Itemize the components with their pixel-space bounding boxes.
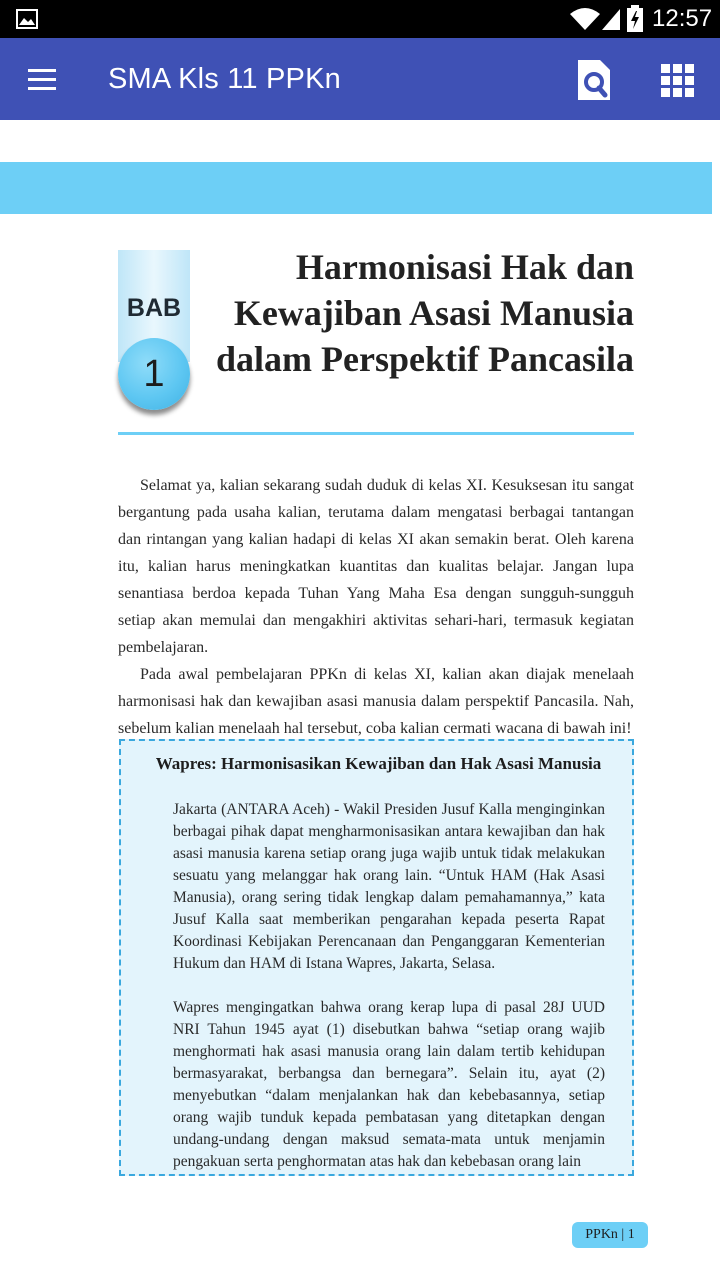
article-title: Wapres: Harmonisasikan Kewajiban dan Hak Asasi Manusia bbox=[155, 754, 602, 773]
page-header-band bbox=[0, 162, 712, 214]
search-doc-icon[interactable] bbox=[576, 58, 612, 102]
article-paragraph: Jakarta (ANTARA Aceh) - Wakil Presiden Jusuf Kalla menginginkan berbagai pihak dapat mengharmonisasikan antara kewajiban dan hak asasi manusia karena setiap orang juga wajib untuk tidak melakukan sesuatu yang melanggar hak orang lain. “Untuk HAM (Hak Asasi Manusia), orang sering tidak lengkap dalam pemahamannya,” kata Jusuf Kalla saat memberikan pengarahan kepada peserta Rapat Koordinasi Kebijakan Perencanaan dan Penganggaran Kementerian Hukum dan HAM di Istana Wapres, Jakarta, Selasa. bbox=[173, 801, 605, 972]
gallery-icon bbox=[16, 9, 38, 29]
wifi-icon bbox=[568, 6, 602, 32]
chapter-title bbox=[200, 244, 634, 382]
article-body bbox=[173, 799, 605, 1173]
chapter-title-line: Kewajiban Asasi Manusia bbox=[233, 293, 634, 333]
chapter-title-line: dalam Perspektif Pancasila bbox=[216, 339, 634, 379]
battery-icon bbox=[626, 5, 644, 33]
signal-icon bbox=[600, 6, 622, 32]
intro-paragraph: Pada awal pembelajaran PPKn di kelas XI, kalian akan diajak menelaah harmonisasi hak dan kewajiban asasi manusia dalam perspektif Pancasila. Nah, sebelum kalian menelaah hal tersebut, coba kalian cermati wacana di bawah ini! bbox=[118, 666, 634, 737]
article-box bbox=[119, 739, 634, 1176]
title-divider bbox=[118, 432, 634, 435]
status-clock: 12:57 bbox=[652, 5, 713, 32]
intro-text bbox=[118, 472, 634, 742]
page-viewer[interactable] bbox=[0, 120, 720, 1280]
article-paragraph: Wapres mengingatkan bahwa orang kerap lupa di pasal 28J UUD NRI Tahun 1945 ayat (1) disebutkan bahwa “setiap orang wajib menghormati hak asasi manusia orang lain dalam tertib kehidupan bermasyarakat, berbangsa dan bernegara”. Selain itu, ayat (2) menyebutkan “dalam menjalankan hak dan kebebasannya, setiap orang wajib tunduk kepada pembatasan yang ditetapkan dengan undang-undang dengan maksud semata-mata untuk menjamin pengakuan serta penghormatan atas hak dan kebebasan orang lain bbox=[173, 999, 605, 1170]
app-bar bbox=[0, 38, 720, 120]
intro-paragraph: Selamat ya, kalian sekarang sudah duduk di kelas XI. Kesuksesan itu sangat bergantung pada usaha kalian, terutama dalam mengatasi berbagai tantangan dan rintangan yang kalian hadapi di kelas XI akan semakin berat. Oleh karena itu, kalian harus meningkatkan kuantitas dan kualitas belajar. Jangan lupa senantiasa berdoa kepada Tuhan Yang Maha Esa dengan sungguh-sungguh setiap akan memulai dan mengakhiri aktivitas sehari-hari, termasuk kegiatan pembelajaran. bbox=[118, 477, 634, 656]
status-bar bbox=[0, 0, 720, 38]
chapter-title-line: Harmonisasi Hak dan bbox=[295, 247, 634, 287]
menu-icon[interactable] bbox=[26, 66, 58, 92]
chapter-number: 1 bbox=[143, 353, 165, 395]
chapter-label: BAB bbox=[126, 294, 182, 322]
app-title: SMA Kls 11 PPKn bbox=[108, 63, 341, 95]
grid-icon[interactable] bbox=[660, 63, 696, 99]
page-number-badge: PPKn | 1 bbox=[572, 1222, 648, 1248]
